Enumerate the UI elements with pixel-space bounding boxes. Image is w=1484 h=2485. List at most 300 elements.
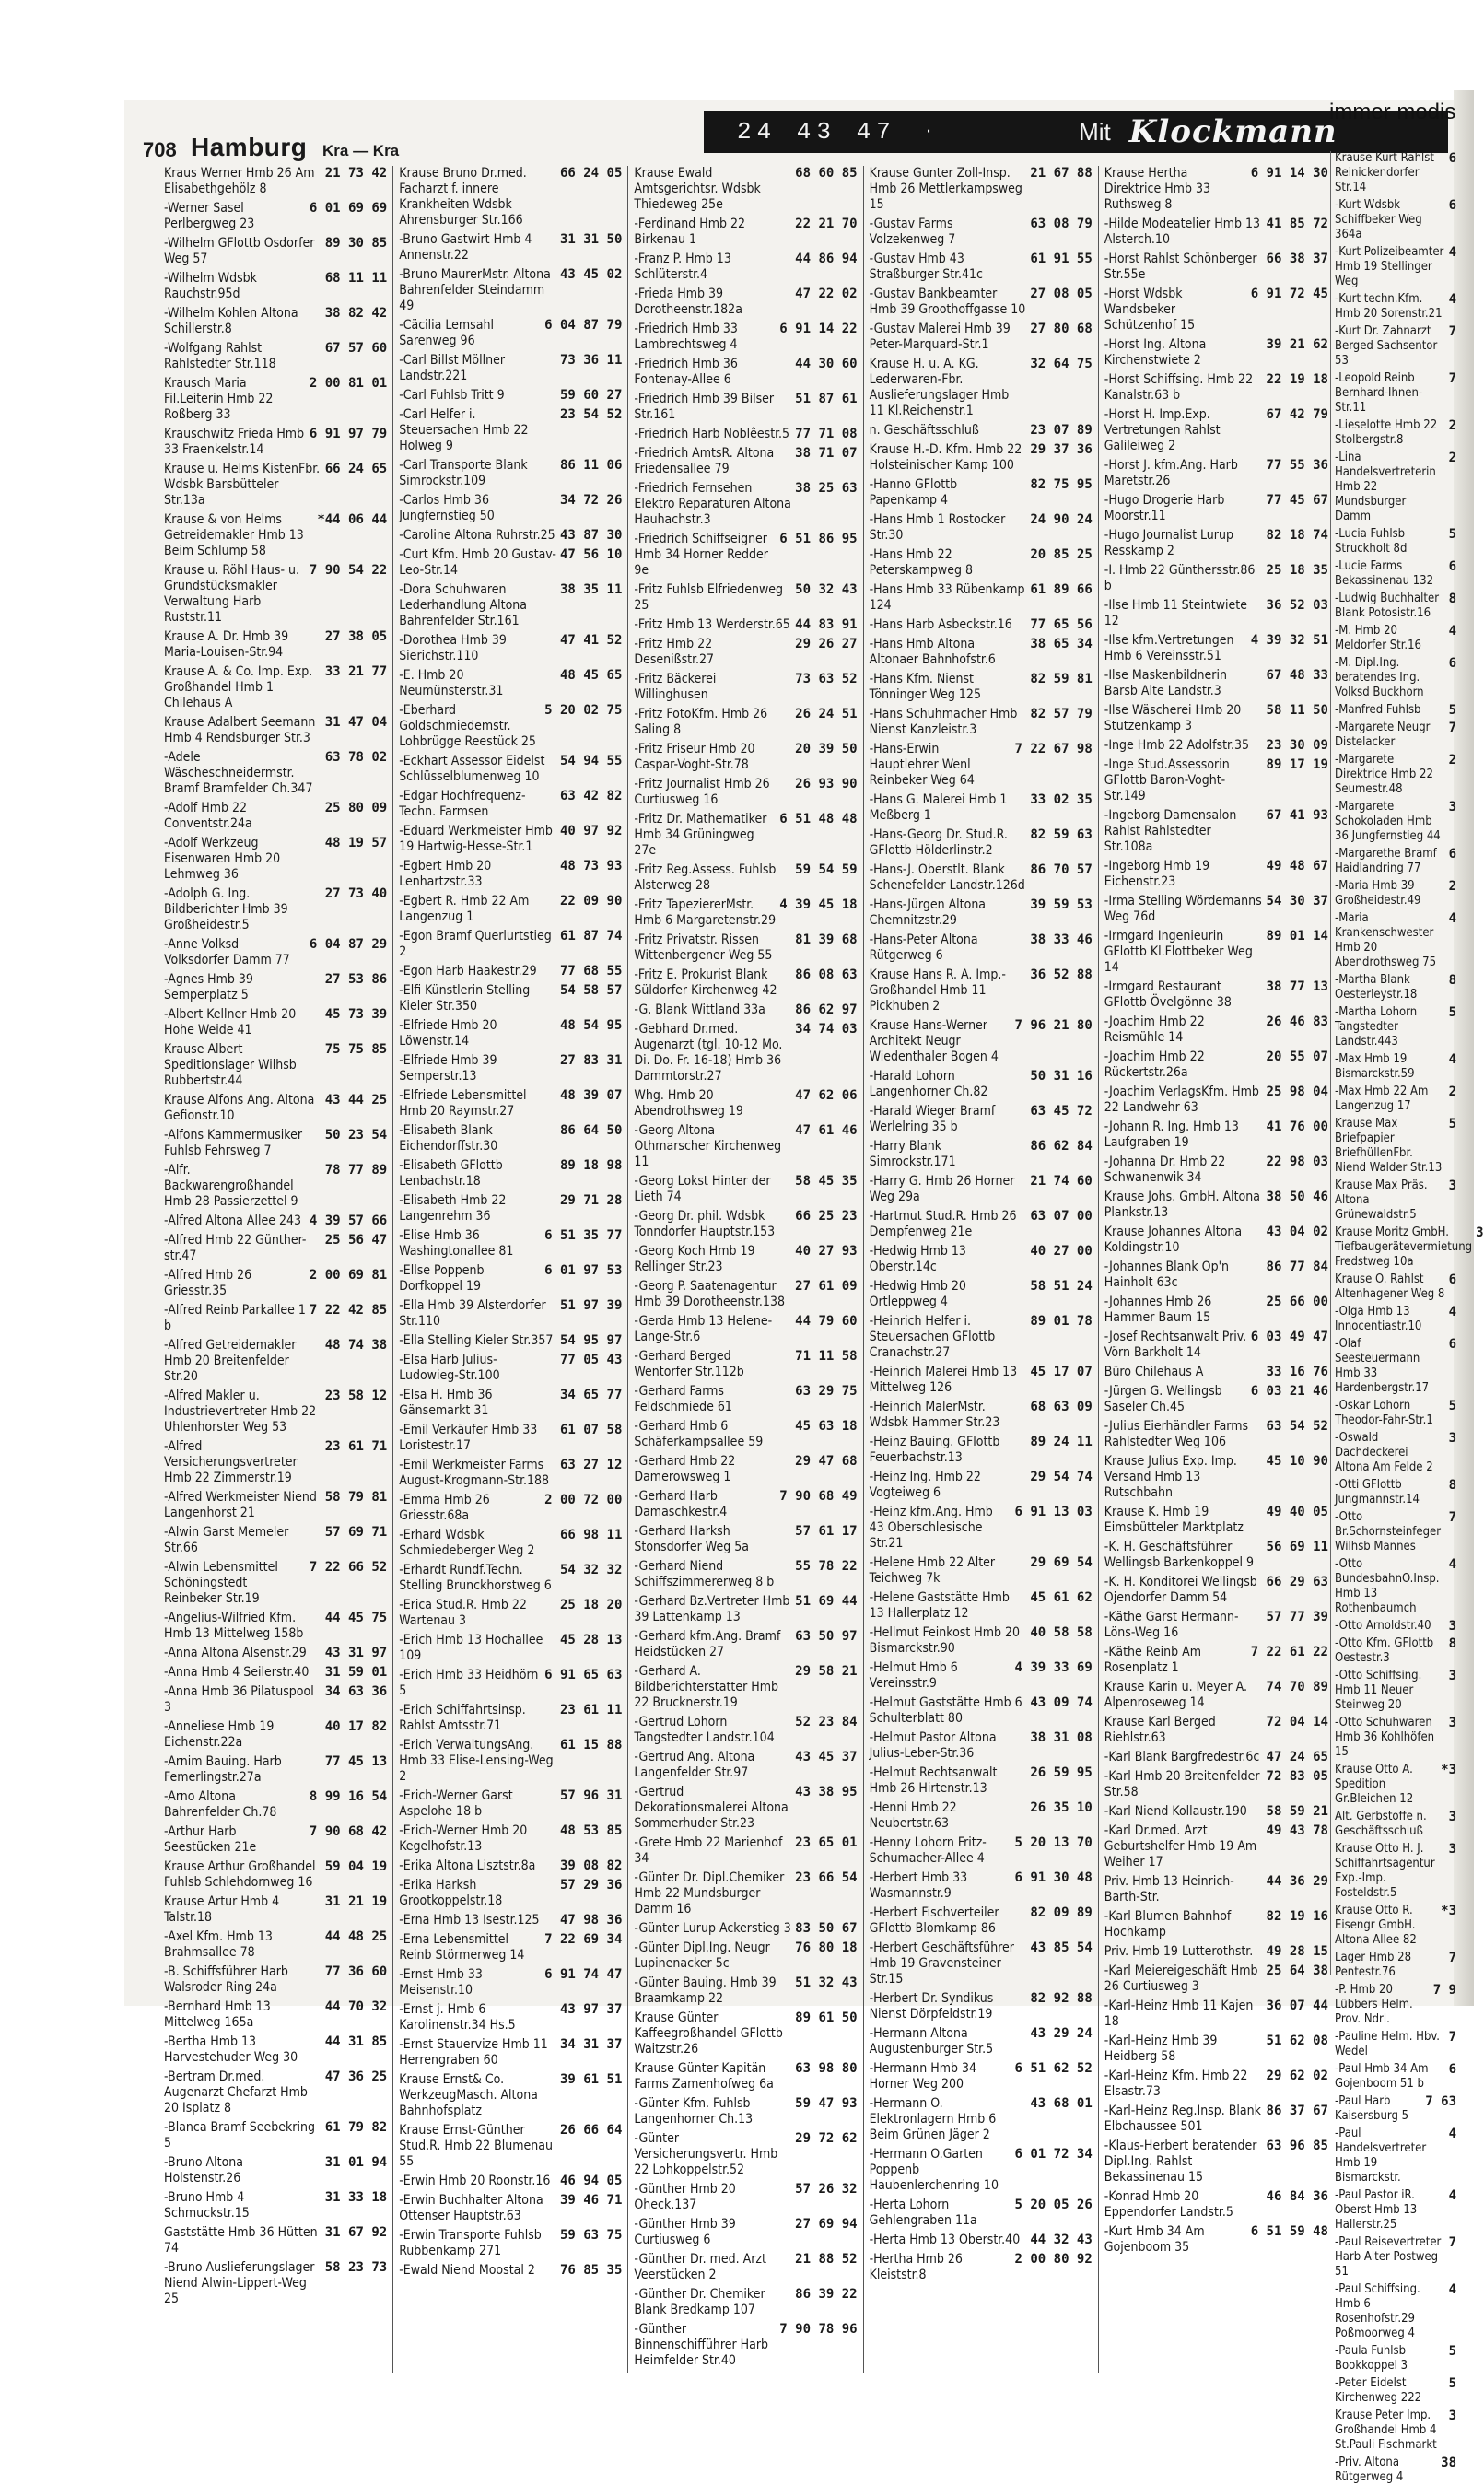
directory-entry bbox=[1104, 808, 1328, 855]
directory-entry bbox=[164, 1560, 387, 1607]
directory-entry bbox=[1104, 859, 1328, 890]
entry-phone-number: 4 39 33 69 bbox=[1014, 1660, 1093, 1675]
entry-name-address: -Otto Schiffsing. Hmb 11 Neuer Steinweg 20 bbox=[1335, 1669, 1422, 1712]
directory-entry bbox=[1335, 324, 1456, 369]
directory-entry bbox=[164, 937, 387, 968]
entry-phone-number: 89 17 19 bbox=[1266, 757, 1328, 772]
entry-name-address: -Heinz kfm.Ang. Hmb 43 Oberschlesische Str.21 bbox=[869, 1505, 993, 1551]
entry-phone-number: 61 89 66 bbox=[1030, 582, 1093, 597]
entry-phone-number: 26 93 90 bbox=[795, 777, 858, 791]
entry-name-address: -Oswald Dachdeckerei Altona Am Felde 2 bbox=[1335, 1431, 1433, 1474]
entry-name-address: -Joachim Hmb 22 Reismühle 14 bbox=[1104, 1014, 1205, 1045]
entry-phone-number: 7 bbox=[1448, 2235, 1456, 2250]
entry-phone-number: 89 61 50 bbox=[795, 2010, 858, 2025]
entry-name-address: -Heinz Bauing. GFlottb Feuerbachstr.13 bbox=[869, 1435, 1000, 1465]
directory-entry bbox=[1104, 1365, 1328, 1380]
entry-name-address: -Hilde Modeatelier Hmb 13 Alsterch.10 bbox=[1104, 217, 1260, 247]
entry-name-address: -B. Schiffsführer Harb Walsroder Ring 24a bbox=[164, 1964, 288, 1995]
entry-name-address: Krause Max Briefpapier BriefhüllenFbr. Niend Walder Str.13 bbox=[1335, 1117, 1443, 1175]
directory-entry bbox=[870, 442, 1093, 474]
entry-phone-number: 59 63 75 bbox=[559, 2228, 623, 2243]
directory-entry bbox=[399, 859, 622, 890]
directory-column-1 bbox=[164, 166, 393, 2373]
entry-name-address: -Erwin Buchhalter Altona Ottenser Hauptstr.63 bbox=[399, 2193, 543, 2223]
directory-entry bbox=[399, 1913, 622, 1928]
entry-name-address: -Horst J. kfm.Ang. Harb Maretstr.26 bbox=[1104, 458, 1238, 488]
entry-phone-number: 29 37 36 bbox=[1030, 442, 1093, 457]
directory-entry bbox=[399, 1228, 622, 1260]
entry-name-address: -Friedrich Fernsehen Elektro Reparaturen Altona Hauhachstr.3 bbox=[634, 481, 791, 527]
entry-name-address: -Erika Altona Lisztstr.8a bbox=[399, 1858, 536, 1873]
directory-entry bbox=[1335, 2127, 1456, 2186]
entry-name-address: Krause u. Helms KistenFbr. Wdsbk Barsbütteler Str.13a bbox=[164, 462, 321, 508]
entry-phone-number: 2 00 69 81 bbox=[309, 1268, 388, 1283]
entry-name-address: -Inge Stud.Assessorin GFlottb Baron-Voght-Str.149 bbox=[1104, 757, 1230, 803]
entry-phone-number: 86 77 84 bbox=[1266, 1260, 1328, 1274]
entry-phone-number: 82 09 89 bbox=[1030, 1905, 1093, 1920]
entry-phone-number: 61 15 88 bbox=[559, 1738, 623, 1752]
directory-entry bbox=[1335, 2235, 1456, 2280]
entry-name-address: -Hans Kfm. Nienst Tönninger Weg 125 bbox=[869, 672, 981, 702]
entry-name-address: -Franz P. Hmb 13 Schlüterstr.4 bbox=[634, 252, 731, 282]
entry-name-address: -Elfriede Lebensmittel Hmb 20 Raymstr.27 bbox=[399, 1088, 527, 1119]
entry-name-address: -Günter Dipl.Ing. Neugr Lupinenacker 5c bbox=[634, 1940, 770, 1971]
entry-phone-number: 4 bbox=[1448, 1052, 1456, 1067]
directory-entry bbox=[164, 1439, 387, 1486]
directory-entry bbox=[1335, 1810, 1456, 1839]
directory-entry bbox=[164, 1042, 387, 1089]
entry-name-address: -Lina Handelsvertreterin Hmb 22 Mundsburger Damm bbox=[1335, 451, 1436, 523]
entry-name-address: -Fritz E. Prokurist Blank Süldorfer Kirchenweg 42 bbox=[634, 967, 777, 998]
entry-phone-number: 23 61 71 bbox=[324, 1439, 388, 1454]
directory-entry bbox=[1104, 1540, 1328, 1571]
entry-name-address: -Lucie Farms Bekassinenau 132 bbox=[1335, 559, 1434, 588]
directory-entry bbox=[634, 897, 857, 929]
directory-entry bbox=[164, 664, 387, 711]
entry-name-address: -Friedrich Hmb 39 Bilser Str.161 bbox=[634, 392, 775, 422]
entry-phone-number: 68 11 11 bbox=[324, 271, 388, 286]
entry-name-address: -Gerhard Hmb 22 Damerowsweg 1 bbox=[634, 1454, 736, 1484]
directory-entry bbox=[399, 2228, 622, 2259]
entry-phone-number: 22 19 18 bbox=[1266, 372, 1328, 387]
entry-phone-number: 47 98 36 bbox=[559, 1913, 623, 1928]
entry-name-address: -Manfred Fuhlsb bbox=[1335, 703, 1421, 717]
directory-entry bbox=[164, 1684, 387, 1716]
entry-name-address: -Henni Hmb 22 Neubertstr.63 bbox=[869, 1800, 957, 1831]
directory-columns bbox=[164, 166, 1334, 2368]
directory-entry bbox=[164, 1213, 387, 1229]
entry-name-address: -Harry Blank Simrockstr.171 bbox=[869, 1139, 956, 1169]
entry-phone-number: 4 39 32 51 bbox=[1250, 633, 1328, 648]
entry-phone-number: 46 84 36 bbox=[1266, 2189, 1328, 2204]
directory-entry bbox=[1335, 1510, 1456, 1554]
entry-name-address: -Gustav Malerei Hmb 39 Peter-Marquard-Str.1 bbox=[869, 322, 1011, 352]
directory-entry bbox=[870, 1018, 1093, 1065]
entry-phone-number: 38 50 46 bbox=[1266, 1190, 1328, 1204]
entry-phone-number: 27 53 86 bbox=[324, 972, 388, 987]
directory-entry bbox=[870, 547, 1093, 579]
entry-phone-number: 23 65 01 bbox=[795, 1835, 858, 1850]
directory-entry bbox=[634, 1244, 857, 1275]
directory-entry bbox=[634, 2010, 857, 2057]
directory-entry bbox=[1104, 1909, 1328, 1940]
entry-name-address: -Otto Arnoldstr.40 bbox=[1335, 1619, 1431, 1633]
directory-entry bbox=[870, 637, 1093, 668]
entry-name-address: Krause Adalbert Seemann Hmb 4 Rendsburger Str.3 bbox=[164, 715, 316, 745]
entry-name-address: Priv. Hmb 13 Heinrich-Barth-Str. bbox=[1104, 1874, 1234, 1905]
entry-phone-number: 49 40 05 bbox=[1266, 1505, 1328, 1519]
directory-column-4 bbox=[870, 166, 1099, 2373]
entry-phone-number: 73 36 11 bbox=[559, 353, 623, 368]
entry-name-address: -Herta Hmb 13 Oberstr.40 bbox=[869, 2233, 1021, 2247]
directory-entry bbox=[399, 894, 622, 925]
entry-phone-number: 74 70 89 bbox=[1266, 1680, 1328, 1694]
directory-entry bbox=[1104, 757, 1328, 804]
directory-entry bbox=[1335, 2062, 1456, 2092]
entry-phone-number: 6 51 59 48 bbox=[1250, 2224, 1328, 2239]
entry-name-address: -Ernst j. Hmb 6 Karolinenstr.34 Hs.5 bbox=[399, 2002, 516, 2033]
entry-name-address: -Emil Werkmeister Farms August-Krogmann-Str.188 bbox=[399, 1458, 549, 1488]
entry-phone-number: 7 bbox=[1448, 324, 1456, 339]
entry-name-address: -Elfriede Hmb 20 Löwenstr.14 bbox=[399, 1018, 497, 1049]
directory-entry bbox=[399, 1528, 622, 1559]
entry-phone-number: 31 01 94 bbox=[324, 2155, 388, 2170]
directory-entry bbox=[634, 637, 857, 668]
entry-phone-number: 77 36 60 bbox=[324, 1964, 388, 1979]
entry-name-address: -Eduard Werkmeister Hmb 19 Hartwig-Hesse-Str.1 bbox=[399, 824, 553, 854]
entry-phone-number: 2 00 80 92 bbox=[1014, 2252, 1093, 2267]
entry-name-address: -Johannes Blank Op'n Hainholt 63c bbox=[1104, 1260, 1230, 1290]
directory-entry bbox=[1104, 458, 1328, 489]
entry-phone-number: 57 61 17 bbox=[795, 1524, 858, 1539]
entry-name-address: -Karl Blumen Bahnhof Hochkamp bbox=[1104, 1909, 1232, 1940]
entry-name-address: -Kurt techn.Kfm. Hmb 20 Sorenstr.21 bbox=[1335, 292, 1443, 321]
entry-name-address: -Elisabeth Blank Eichendorffstr.30 bbox=[399, 1123, 498, 1154]
entry-name-address: -Günter Bauing. Hmb 39 Braamkamp 22 bbox=[634, 1975, 777, 2006]
entry-phone-number: 7 22 66 52 bbox=[309, 1560, 388, 1575]
directory-entry bbox=[634, 672, 857, 703]
entry-phone-number: 29 72 62 bbox=[795, 2131, 858, 2146]
entry-name-address: -Blanca Bramf Seebekring 5 bbox=[164, 2120, 315, 2151]
directory-entry bbox=[1104, 337, 1328, 369]
directory-entry bbox=[164, 1999, 387, 2031]
directory-entry bbox=[1104, 217, 1328, 248]
entry-name-address: Krause Artur Hmb 4 Talstr.18 bbox=[164, 1894, 280, 1925]
directory-entry bbox=[164, 236, 387, 267]
entry-name-address: -Julius Eierhändler Farms Rahlstedter Weg 106 bbox=[1104, 1419, 1249, 1449]
entry-name-address: -Fritz Journalist Hmb 26 Curtiusweg 16 bbox=[634, 777, 770, 807]
entry-phone-number: 36 52 03 bbox=[1266, 598, 1328, 613]
entry-name-address: -Margarete Direktrice Hmb 22 Seumestr.48 bbox=[1335, 753, 1433, 796]
entry-name-address: -Herbert Geschäftsführer Hmb 19 Gravensteiner Str.15 bbox=[869, 1940, 1014, 1987]
entry-name-address: -Hans-Peter Altona Rütgerweg 6 bbox=[869, 932, 978, 963]
entry-phone-number: 43 87 30 bbox=[559, 528, 623, 543]
entry-phone-number: 29 58 21 bbox=[795, 1664, 858, 1679]
entry-phone-number: 77 68 55 bbox=[559, 964, 623, 979]
directory-entry bbox=[870, 1695, 1093, 1727]
entry-name-address: -Margarete Schokoladen Hmb 36 Jungfernstieg 44 bbox=[1335, 800, 1441, 843]
entry-phone-number: 41 76 00 bbox=[1266, 1119, 1328, 1134]
directory-entry bbox=[164, 2034, 387, 2066]
banner-separator: · bbox=[925, 120, 932, 144]
directory-entry bbox=[1104, 2034, 1328, 2065]
entry-name-address: -Paul Reisevertreter Harb Alter Postweg 51 bbox=[1335, 2235, 1442, 2279]
entry-phone-number: 20 55 07 bbox=[1266, 1049, 1328, 1064]
entry-phone-number: 44 36 29 bbox=[1266, 1874, 1328, 1889]
entry-name-address: -Anna Altona Alsenstr.29 bbox=[164, 1646, 307, 1660]
entry-name-address: -Eckhart Assessor Eidelst Schlüsselblumenweg 10 bbox=[399, 754, 545, 784]
directory-entry bbox=[1335, 151, 1456, 195]
entry-name-address: -Harald Lohorn Langenhorner Ch.82 bbox=[869, 1069, 988, 1099]
directory-entry bbox=[634, 446, 857, 477]
entry-name-address: Krause Günter Kaffeegroßhandel GFlottb Waitzstr.26 bbox=[634, 2010, 783, 2057]
entry-phone-number: 26 46 83 bbox=[1266, 1014, 1328, 1029]
directory-entry bbox=[634, 2061, 857, 2092]
directory-entry bbox=[399, 1563, 622, 1594]
directory-entry bbox=[1335, 1983, 1456, 2027]
directory-entry bbox=[870, 742, 1093, 789]
directory-entry bbox=[399, 318, 622, 349]
entry-name-address: -Alfred Werkmeister Niend Langenhorst 21 bbox=[164, 1490, 317, 1520]
entry-phone-number: 72 83 05 bbox=[1266, 1769, 1328, 1784]
entry-name-address: Krause Gunter Zoll-Insp. Hmb 26 Mettlerkampsweg 15 bbox=[869, 166, 1022, 212]
directory-entry bbox=[164, 1754, 387, 1786]
entry-name-address: Krause Julius Exp. Imp. Versand Hmb 13 Rutschbahn bbox=[1104, 1454, 1237, 1500]
directory-entry bbox=[634, 1454, 857, 1485]
entry-name-address: -Margarete Neugr Distelacker bbox=[1335, 721, 1431, 749]
entry-phone-number: 34 31 37 bbox=[559, 2037, 623, 2052]
entry-phone-number: 23 30 09 bbox=[1266, 738, 1328, 753]
entry-phone-number: 5 bbox=[1448, 1005, 1456, 1020]
entry-name-address: -Egbert Hmb 20 Lenhartzstr.33 bbox=[399, 859, 492, 889]
entry-phone-number: 2 00 81 01 bbox=[309, 376, 388, 391]
entry-name-address: -Ernst Hmb 33 Meisenstr.10 bbox=[399, 1967, 483, 1998]
entry-name-address: -Günter Lurup Ackerstieg 3 bbox=[634, 1921, 791, 1936]
directory-entry bbox=[634, 287, 857, 318]
entry-name-address: -Johann R. Ing. Hmb 13 Laufgraben 19 bbox=[1104, 1119, 1239, 1150]
entry-phone-number: 31 33 18 bbox=[324, 2190, 388, 2205]
directory-entry bbox=[634, 1489, 857, 1520]
entry-name-address: Krause Alfons Ang. Altona Gefionstr.10 bbox=[164, 1093, 315, 1123]
directory-entry bbox=[634, 166, 857, 213]
entry-name-address: Krause Peter Imp. Großhandel Hmb 4 St.Pauli Fischmarkt bbox=[1335, 2409, 1437, 2452]
entry-name-address: -Hertha Hmb 26 Kleiststr.8 bbox=[869, 2252, 963, 2282]
entry-name-address: -Alfons Kammermusiker Fuhlsb Fehrsweg 7 bbox=[164, 1128, 303, 1158]
directory-entry bbox=[870, 2198, 1093, 2229]
entry-phone-number: 4 bbox=[1448, 292, 1456, 307]
entry-phone-number: 61 79 82 bbox=[324, 2120, 388, 2135]
directory-entry bbox=[634, 1870, 857, 1917]
directory-entry bbox=[1335, 245, 1456, 289]
directory-entry bbox=[1335, 1716, 1456, 1760]
entry-phone-number: 34 63 36 bbox=[324, 1684, 388, 1699]
entry-name-address: -Pauline Helm. Hbv. Wedel bbox=[1335, 2030, 1441, 2058]
directory-entry bbox=[399, 703, 622, 750]
entry-name-address: -Karl Niend Kollaustr.190 bbox=[1104, 1804, 1247, 1819]
entry-name-address: -Irma Stelling Wördemanns Weg 76d bbox=[1104, 894, 1262, 924]
entry-phone-number: 33 16 76 bbox=[1266, 1365, 1328, 1379]
entry-phone-number: 7 bbox=[1448, 2030, 1456, 2045]
directory-entry bbox=[399, 547, 622, 579]
entry-phone-number: 48 39 07 bbox=[559, 1088, 623, 1103]
entry-phone-number: 38 65 34 bbox=[1030, 637, 1093, 651]
entry-phone-number: 7 9 bbox=[1432, 1983, 1456, 1998]
entry-phone-number: 2 bbox=[1448, 1084, 1456, 1099]
entry-name-address: -Hugo Journalist Lurup Resskamp 2 bbox=[1104, 528, 1233, 558]
directory-entry bbox=[164, 1665, 387, 1681]
directory-entry bbox=[870, 1314, 1093, 1361]
entry-name-address: -Alfred Versicherungsvertreter Hmb 22 Zimmerstr.19 bbox=[164, 1439, 298, 1485]
entry-phone-number: 21 73 42 bbox=[324, 166, 388, 181]
directory-entry bbox=[399, 2123, 622, 2170]
entry-name-address: -Wolfgang Rahlst Rahlstedter Str.118 bbox=[164, 341, 276, 371]
entry-name-address: Krause Ernst-Günther Stud.R. Hmb 22 Blumenau 55 bbox=[399, 2123, 553, 2169]
entry-phone-number: 6 03 49 47 bbox=[1250, 1330, 1328, 1344]
entry-phone-number: 25 64 38 bbox=[1266, 1963, 1328, 1978]
directory-entry bbox=[1104, 563, 1328, 594]
directory-entry bbox=[634, 1174, 857, 1205]
entry-phone-number: 49 43 78 bbox=[1266, 1823, 1328, 1838]
entry-phone-number: 6 04 87 29 bbox=[309, 937, 388, 952]
entry-phone-number: 43 97 37 bbox=[559, 2002, 623, 2017]
directory-entry bbox=[634, 1750, 857, 1781]
entry-name-address: Krause Arthur Großhandel Fuhlsb Schlehdornweg 16 bbox=[164, 1859, 316, 1890]
entry-phone-number: 3 bbox=[1448, 1842, 1456, 1857]
entry-name-address: -Herbert Dr. Syndikus Nienst Dörpfeldstr.19 bbox=[869, 1991, 994, 2022]
directory-entry bbox=[1104, 1014, 1328, 1046]
entry-phone-number: 68 60 85 bbox=[795, 166, 858, 181]
directory-column-2 bbox=[399, 166, 628, 2373]
entry-phone-number: 6 91 65 63 bbox=[544, 1668, 623, 1682]
directory-entry bbox=[399, 407, 622, 454]
entry-phone-number: 6 91 14 22 bbox=[779, 322, 858, 336]
entry-phone-number: 22 21 70 bbox=[795, 217, 858, 231]
entry-name-address: -Erich-Werner Hmb 20 Kegelhofstr.13 bbox=[399, 1823, 528, 1854]
entry-phone-number: 82 59 81 bbox=[1030, 672, 1093, 686]
entry-name-address: -Bernhard Hmb 13 Mittelweg 165a bbox=[164, 1999, 271, 2030]
entry-name-address: -Horst Rahlst Schönberger Str.55e bbox=[1104, 252, 1257, 282]
directory-entry bbox=[164, 2155, 387, 2186]
directory-entry bbox=[1335, 592, 1456, 621]
entry-name-address: -Werner Sasel Perlbergweg 23 bbox=[164, 201, 255, 231]
entry-name-address: -Anne Volksd Volksdorfer Damm 77 bbox=[164, 937, 290, 967]
entry-phone-number: 48 54 95 bbox=[559, 1018, 623, 1033]
entry-name-address: -Fritz Friseur Hmb 20 Caspar-Voght-Str.78 bbox=[634, 742, 755, 772]
entry-phone-number: 6 91 72 45 bbox=[1250, 287, 1328, 301]
entry-phone-number: 40 17 82 bbox=[324, 1719, 388, 1734]
entry-name-address: -Hermann Altona Augustenburger Str.5 bbox=[869, 2026, 994, 2057]
entry-phone-number: 26 24 51 bbox=[795, 707, 858, 721]
entry-phone-number: 67 41 93 bbox=[1266, 808, 1328, 823]
directory-entry bbox=[870, 1209, 1093, 1240]
entry-name-address: Krausch Maria Fil.Leiterin Hmb 22 Roßberg 33 bbox=[164, 376, 274, 422]
directory-entry bbox=[399, 1878, 622, 1909]
entry-phone-number: 40 27 93 bbox=[795, 1244, 858, 1259]
entry-phone-number: 2 bbox=[1448, 451, 1456, 465]
directory-entry bbox=[1335, 911, 1456, 970]
entry-name-address: -Alfred Altona Allee 243 bbox=[164, 1213, 302, 1228]
entry-name-address: -Hedwig Hmb 20 Ortleppweg 4 bbox=[869, 1279, 966, 1309]
entry-name-address: Krause Kurt Rahlst Reinickendorfer Str.14 bbox=[1335, 151, 1434, 194]
directory-entry bbox=[870, 1991, 1093, 2022]
directory-entry bbox=[1335, 1084, 1456, 1114]
entry-phone-number: 54 30 37 bbox=[1266, 894, 1328, 908]
entry-name-address: Krause Moritz GmbH. Tiefbaugerätevermietung Fredstweg 10a bbox=[1335, 1225, 1473, 1269]
entry-name-address: -Fritz Dr. Mathematiker Hmb 34 Grüningweg 27e bbox=[634, 812, 767, 858]
entry-phone-number: 20 39 50 bbox=[795, 742, 858, 756]
entry-name-address: -Karl Meiereigeschäft Hmb 26 Curtiusweg 3 bbox=[1104, 1963, 1258, 1994]
entry-phone-number: 29 47 68 bbox=[795, 1454, 858, 1469]
directory-entry bbox=[1104, 2139, 1328, 2186]
directory-entry bbox=[870, 322, 1093, 353]
entry-phone-number: 6 bbox=[1448, 847, 1456, 862]
entry-name-address: -Ilse Wäscherei Hmb 20 Stutzenkamp 3 bbox=[1104, 703, 1242, 733]
entry-name-address: -Horst Schiffsing. Hmb 22 Kanalstr.63 b bbox=[1104, 372, 1254, 403]
directory-entry bbox=[399, 1088, 622, 1119]
directory-entry bbox=[1335, 1337, 1456, 1396]
entry-phone-number: 5 20 05 26 bbox=[1014, 2198, 1093, 2212]
directory-entry bbox=[870, 1835, 1093, 1867]
directory-entry bbox=[1104, 894, 1328, 925]
entry-phone-number: 38 25 63 bbox=[795, 481, 858, 496]
entry-name-address: -Otto Kfm. GFlottb Oestestr.3 bbox=[1335, 1636, 1434, 1665]
directory-entry bbox=[870, 2026, 1093, 2057]
entry-name-address: -Maria Hmb 39 Großheidestr.49 bbox=[1335, 879, 1421, 908]
entry-name-address: -Hans Hmb 33 Rübenkamp 124 bbox=[869, 582, 1025, 613]
entry-name-address: -Alwin Garst Memeler Str.66 bbox=[164, 1525, 289, 1555]
directory-entry bbox=[634, 357, 857, 388]
directory-entry bbox=[399, 2037, 622, 2069]
entry-phone-number: 67 48 33 bbox=[1266, 668, 1328, 683]
directory-entry bbox=[164, 2120, 387, 2151]
entry-name-address: Lager Hmb 28 Pentestr.76 bbox=[1335, 1951, 1412, 1979]
entry-name-address: -Erich Hmb 13 Hochallee 109 bbox=[399, 1633, 543, 1663]
directory-entry bbox=[399, 983, 622, 1014]
entry-phone-number: 51 62 08 bbox=[1266, 2034, 1328, 2048]
entry-name-address: Krause K. Hmb 19 Eimsbütteler Marktplatz bbox=[1104, 1505, 1244, 1535]
entry-phone-number: 22 98 03 bbox=[1266, 1155, 1328, 1169]
directory-entry bbox=[399, 1967, 622, 1999]
entry-name-address: -I. Hmb 22 Günthersstr.86 b bbox=[1104, 563, 1256, 593]
entry-phone-number: 66 24 05 bbox=[559, 166, 623, 181]
directory-entry bbox=[634, 1123, 857, 1170]
entry-phone-number: 39 21 62 bbox=[1266, 337, 1328, 352]
entry-phone-number: 6 bbox=[1448, 198, 1456, 213]
directory-entry bbox=[1104, 372, 1328, 404]
directory-entry bbox=[164, 1611, 387, 1642]
entry-name-address: n. Geschäftsschluß bbox=[869, 423, 979, 438]
directory-entry bbox=[1104, 2104, 1328, 2135]
entry-name-address: -Alfr. Backwarengroßhandel Hmb 28 Passierzettel 9 bbox=[164, 1163, 298, 1209]
entry-phone-number: 31 31 50 bbox=[559, 232, 623, 247]
entry-name-address: -Joachim Hmb 22 Rückertstr.26a bbox=[1104, 1049, 1205, 1080]
entry-name-address: -Gerhard Harb Damaschkestr.4 bbox=[634, 1489, 728, 1519]
entry-phone-number: 31 67 92 bbox=[324, 2225, 388, 2240]
entry-phone-number: 44 86 94 bbox=[795, 252, 858, 266]
entry-name-address: -Fritz FotoKfm. Hmb 26 Saling 8 bbox=[634, 707, 768, 737]
directory-entry bbox=[399, 1158, 622, 1190]
entry-phone-number: 51 97 39 bbox=[559, 1298, 623, 1313]
directory-entry bbox=[634, 707, 857, 738]
entry-name-address: -Angelius-Wilfried Kfm. Hmb 13 Mittelweg 158b bbox=[164, 1611, 304, 1641]
entry-phone-number: 34 74 03 bbox=[795, 1022, 858, 1037]
entry-name-address: -Agnes Hmb 39 Semperplatz 5 bbox=[164, 972, 253, 1002]
directory-entry bbox=[399, 1263, 622, 1295]
directory-entry bbox=[1104, 979, 1328, 1011]
entry-name-address: -Oskar Lohorn Theodor-Fahr-Str.1 bbox=[1335, 1399, 1433, 1427]
entry-phone-number: 63 98 80 bbox=[795, 2061, 858, 2076]
entry-phone-number: 6 bbox=[1448, 151, 1456, 166]
